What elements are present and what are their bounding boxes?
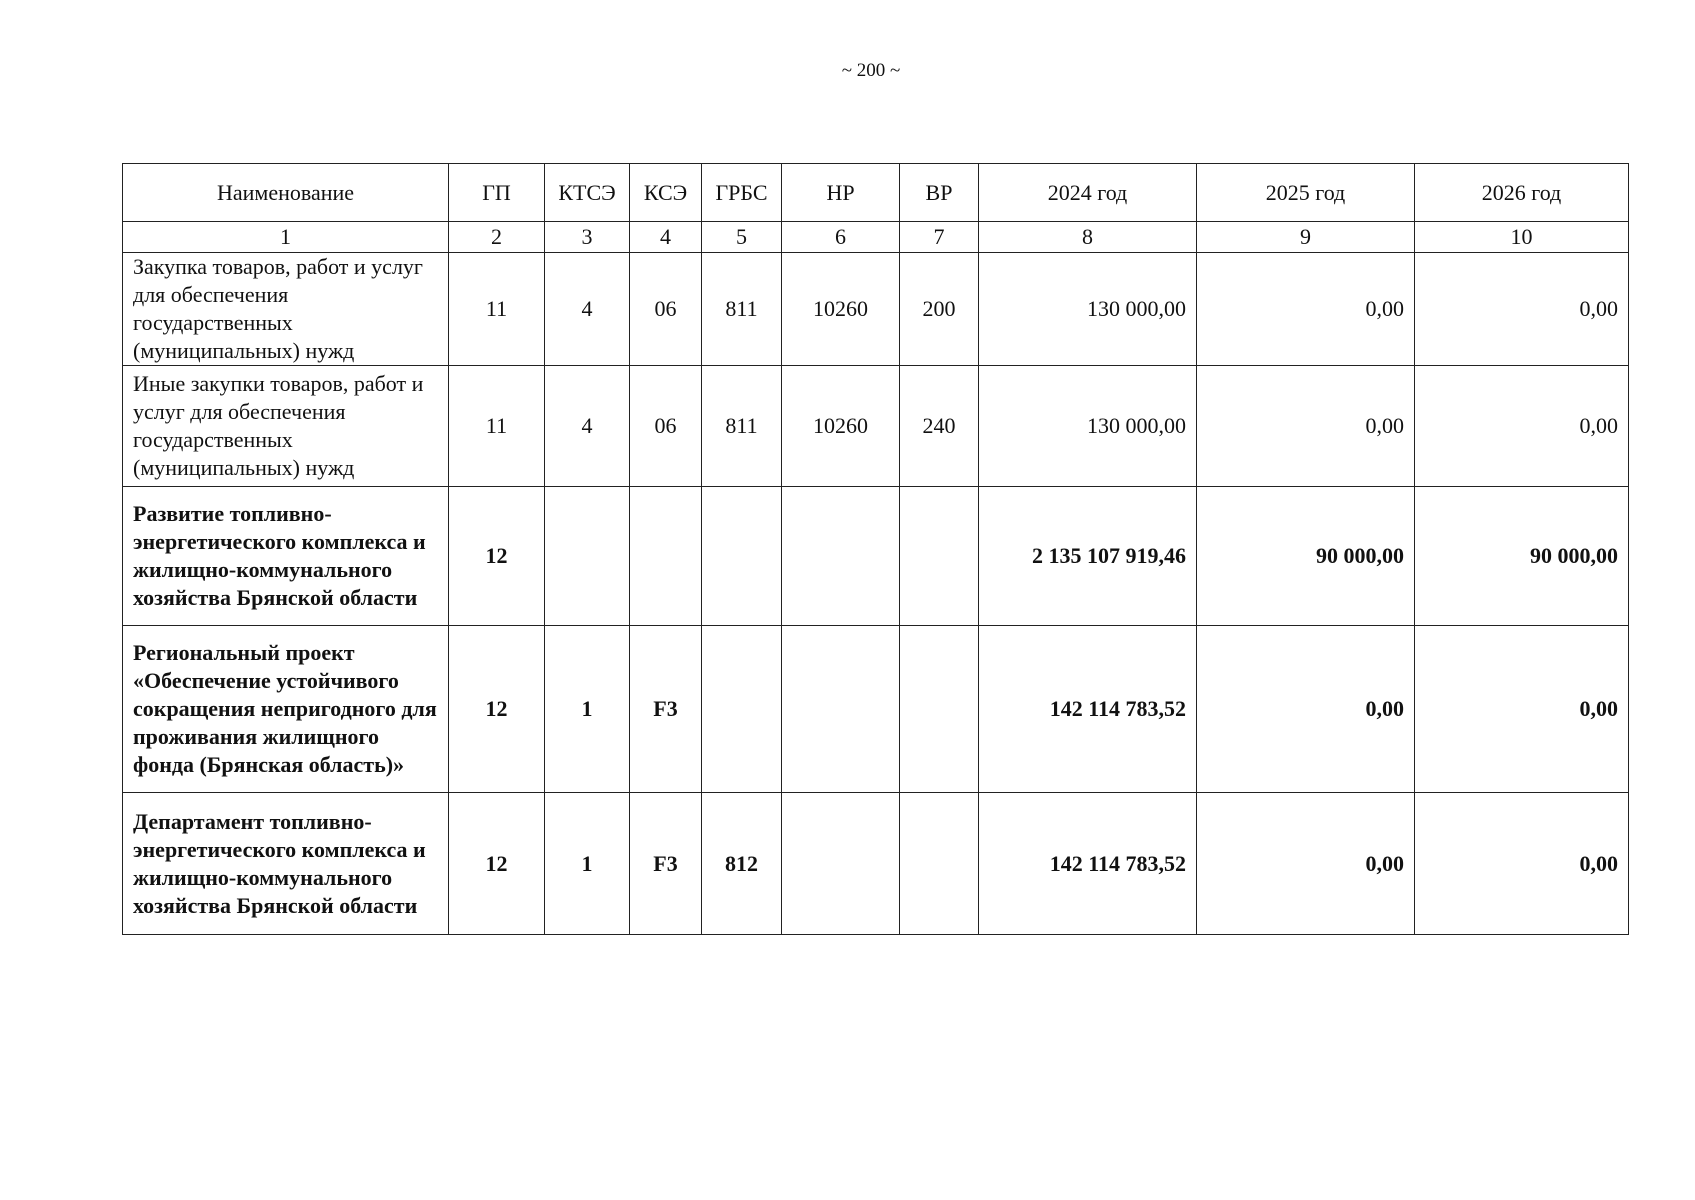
row-2024: 2 135 107 919,46 (979, 487, 1197, 626)
row-nr: 10260 (782, 366, 900, 487)
row-nr (782, 793, 900, 935)
table-row (123, 626, 1629, 793)
row-2024: 130 000,00 (979, 253, 1197, 366)
header-ktse: КТСЭ (545, 164, 630, 222)
row-2025: 0,00 (1197, 793, 1415, 935)
table-row (123, 487, 1629, 626)
row-2026: 0,00 (1415, 793, 1629, 935)
header-row (123, 164, 1629, 222)
row-kse: F3 (630, 626, 702, 793)
header-2026: 2026 год (1415, 164, 1629, 222)
column-number: 6 (782, 222, 900, 253)
header-kse: КСЭ (630, 164, 702, 222)
row-ktse: 4 (545, 253, 630, 366)
page-number: ~ 200 ~ (841, 60, 901, 81)
row-gp: 11 (449, 366, 545, 487)
column-number: 2 (449, 222, 545, 253)
row-grbs: 811 (702, 366, 782, 487)
table-row (123, 366, 1629, 487)
header-nr: НР (782, 164, 900, 222)
row-vr: 200 (900, 253, 979, 366)
row-name: Развитие топливно-энергетического комплекса и жилищно-коммунального хозяйства Брянской области (123, 487, 449, 626)
row-2024: 142 114 783,52 (979, 793, 1197, 935)
row-name: Иные закупки товаров, работ и услуг для обеспечения государственных (муниципальных) нужд (123, 366, 449, 487)
header-2025: 2025 год (1197, 164, 1415, 222)
row-vr: 240 (900, 366, 979, 487)
row-2024: 130 000,00 (979, 366, 1197, 487)
row-kse: 06 (630, 366, 702, 487)
column-number: 10 (1415, 222, 1629, 253)
column-number: 8 (979, 222, 1197, 253)
column-number: 1 (123, 222, 449, 253)
row-2026: 0,00 (1415, 366, 1629, 487)
row-grbs: 812 (702, 793, 782, 935)
row-vr (900, 626, 979, 793)
row-ktse: 1 (545, 793, 630, 935)
row-2026: 90 000,00 (1415, 487, 1629, 626)
row-name: Региональный проект «Обеспечение устойчивого сокращения непригодного для проживания жилищного фонда (Брянская область)» (123, 626, 449, 793)
row-2024: 142 114 783,52 (979, 626, 1197, 793)
header-2024: 2024 год (979, 164, 1197, 222)
row-gp: 11 (449, 253, 545, 366)
row-2025: 0,00 (1197, 253, 1415, 366)
row-nr: 10260 (782, 253, 900, 366)
row-name: Департамент топливно-энергетического комплекса и жилищно-коммунального хозяйства Брянской области (123, 793, 449, 935)
row-vr (900, 487, 979, 626)
row-2026: 0,00 (1415, 253, 1629, 366)
row-ktse: 4 (545, 366, 630, 487)
column-number: 5 (702, 222, 782, 253)
row-gp: 12 (449, 793, 545, 935)
header-grbs: ГРБС (702, 164, 782, 222)
row-gp: 12 (449, 487, 545, 626)
header-gp: ГП (449, 164, 545, 222)
row-nr (782, 626, 900, 793)
budget-table (122, 163, 1629, 935)
row-nr (782, 487, 900, 626)
column-number-row (123, 222, 1629, 253)
row-grbs (702, 626, 782, 793)
row-2026: 0,00 (1415, 626, 1629, 793)
row-2025: 0,00 (1197, 366, 1415, 487)
row-2025: 0,00 (1197, 626, 1415, 793)
row-kse: 06 (630, 253, 702, 366)
header-vr: ВР (900, 164, 979, 222)
table-row (123, 793, 1629, 935)
header-name: Наименование (123, 164, 449, 222)
column-number: 3 (545, 222, 630, 253)
row-vr (900, 793, 979, 935)
column-number: 7 (900, 222, 979, 253)
row-grbs (702, 487, 782, 626)
row-ktse: 1 (545, 626, 630, 793)
row-name: Закупка товаров, работ и услуг для обеспечения государственных (муниципальных) нужд (123, 253, 449, 366)
column-number: 9 (1197, 222, 1415, 253)
row-gp: 12 (449, 626, 545, 793)
row-2025: 90 000,00 (1197, 487, 1415, 626)
column-number: 4 (630, 222, 702, 253)
table-row (123, 253, 1629, 366)
row-grbs: 811 (702, 253, 782, 366)
row-kse: F3 (630, 793, 702, 935)
row-ktse (545, 487, 630, 626)
row-kse (630, 487, 702, 626)
